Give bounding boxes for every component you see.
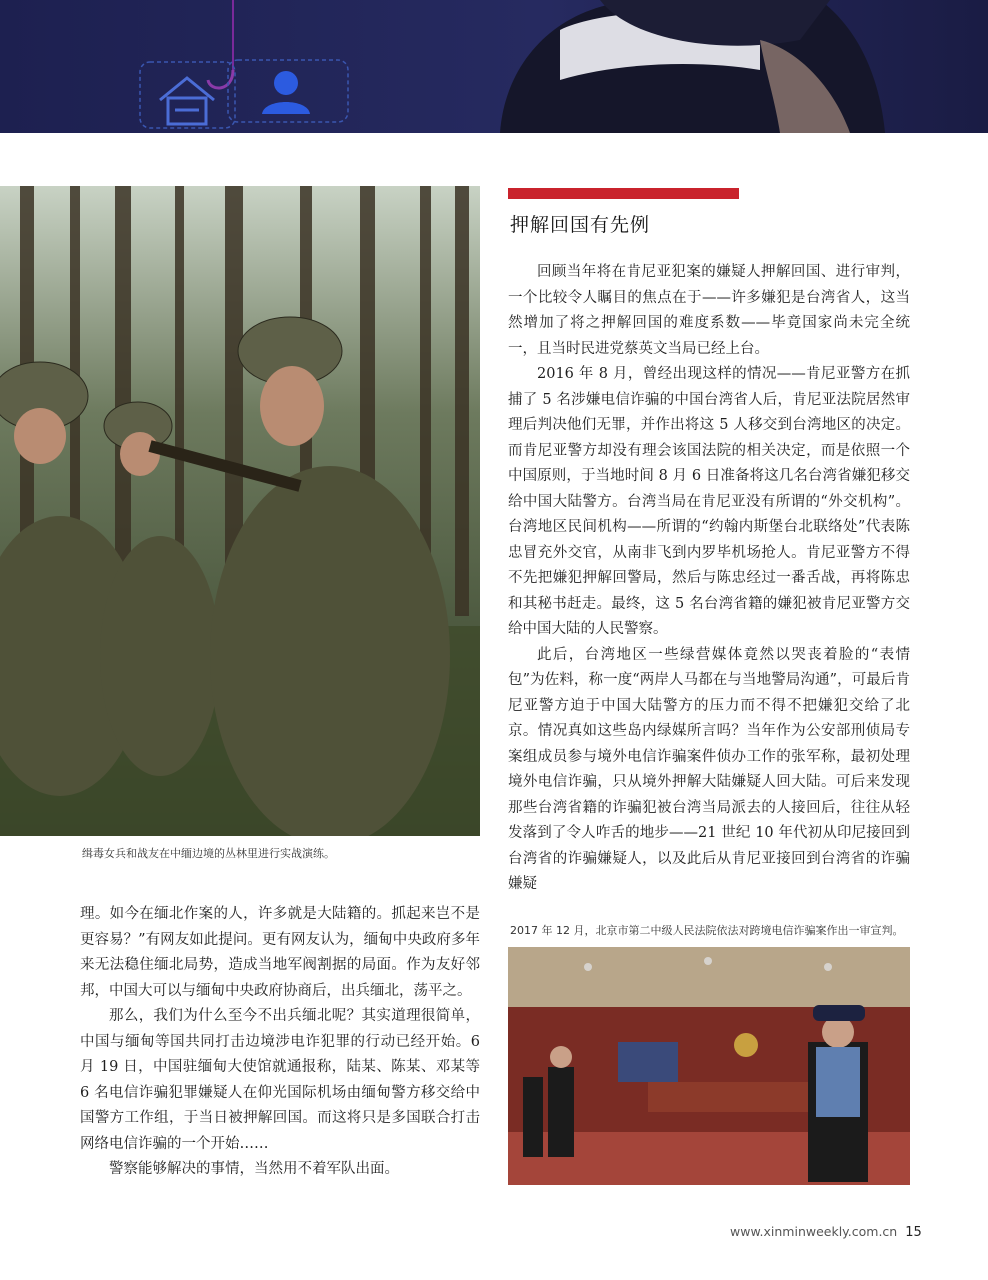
paragraph: 那么，我们为什么至今不出兵缅北呢？其实道理很简单，中国与缅甸等国共同打击边境涉电诈犯罪的行动已经开始。6 月 19 日，中国驻缅甸大使馆就通报称，陆某、陈某、邓某等 6 名电信诈骗犯罪嫌疑人在仰光国际机场由缅甸警方移交给中国警方工作组，于当日被押解回国。而这将只是多国联合打击网络电信诈骗的一个开始…… [80,1008,480,1152]
hooded-figure-icon [500,0,885,133]
paragraph: 回顾当年将在肯尼亚犯案的嫌疑人押解回国、进行审判，一个比较令人瞩目的焦点在于——许多嫌犯是台湾省人，这当然增加了将之押解回国的难度系数——毕竟国家尚未完全统一，且当时民进党蔡英文当局已经上台。 [508,264,910,357]
right-column-text [508,260,910,898]
paragraph: 理。如今在缅北作案的人，许多就是大陆籍的。抓起来岂不是更容易？”有网友如此提问。更有网友认为，缅甸中央政府多年来无法稳住缅北局势，造成当地军阀割据的局面。作为友好邻邦，中国大可以与缅甸中央政府协商后，出兵缅北，荡平之。 [80,906,480,999]
house-icon [160,78,214,124]
page-footer [730,1224,922,1240]
paragraph: 2016 年 8 月，曾经出现这样的情况——肯尼亚警方在抓捕了 5 名涉嫌电信诈骗的中国台湾省人后，肯尼亚法院居然审理后判决他们无罪，并作出将这 5 人移交到台湾地区的决定。而肯尼亚警方却没有理会该国法院的相关决定，而是依照一个中国原则，于当地时间 8 月 6 日准备将这几名台湾省嫌犯移交给中国大陆警方。台湾当局在肯尼亚没有所谓的“外交机构”。台湾地区民间机构——所谓的“约翰内斯堡台北联络处”代表陈忠冒充外交官，从南非飞到内罗毕机场抢人。肯尼亚警方不得不先把嫌犯押解回警局，然后与陈忠经过一番舌战，再将陈忠和其秘书赶走。最终，这 5 名台湾省籍的嫌犯被肯尼亚警方交给中国大陆的人民警察。 [508,366,910,637]
left-column-text [80,902,480,1183]
house-icon-tile [140,62,235,128]
page-number: 15 [905,1225,922,1240]
soldiers-jungle-photo [0,186,480,836]
banner-illustration [0,0,988,133]
header-banner [0,0,988,133]
courtroom-photo [508,947,910,1185]
left-photo-caption: 缉毒女兵和战友在中缅边境的丛林里进行实战演练。 [82,847,335,860]
section-accent-bar [508,188,739,199]
section-title: 押解回国有先例 [510,214,651,236]
paragraph: 警察能够解决的事情，当然用不着军队出面。 [109,1161,399,1177]
person-icon [262,71,310,114]
right-photo-caption: 2017 年 12 月，北京市第二中级人民法院依法对跨境电信诈骗案作出一审宣判。 [510,924,904,937]
website-url: www.xinminweekly.com.cn [730,1224,898,1239]
fishing-hook-icon [208,70,233,88]
paragraph: 此后，台湾地区一些绿营媒体竟然以哭丧着脸的“表情包”为佐料，称一度“两岸人马都在与当地警局沟通”，可最后肯尼亚警方迫于中国大陆警方的压力而不得不把嫌犯交给了北京。情况真如这些岛内绿媒所言吗？当年作为公安部刑侦局专案组成员参与境外电信诈骗案件侦办工作的张军称，最初处理境外电信诈骗，只从境外押解大陆嫌疑人回大陆。可后来发现那些台湾省籍的诈骗犯被台湾当局派去的人接回后，往往从轻发落到了令人咋舌的地步——21 世纪 10 年代初从印尼接回到台湾省的诈骗嫌疑人，以及此后从肯尼亚接回到台湾省的诈骗嫌疑 [508,646,910,892]
